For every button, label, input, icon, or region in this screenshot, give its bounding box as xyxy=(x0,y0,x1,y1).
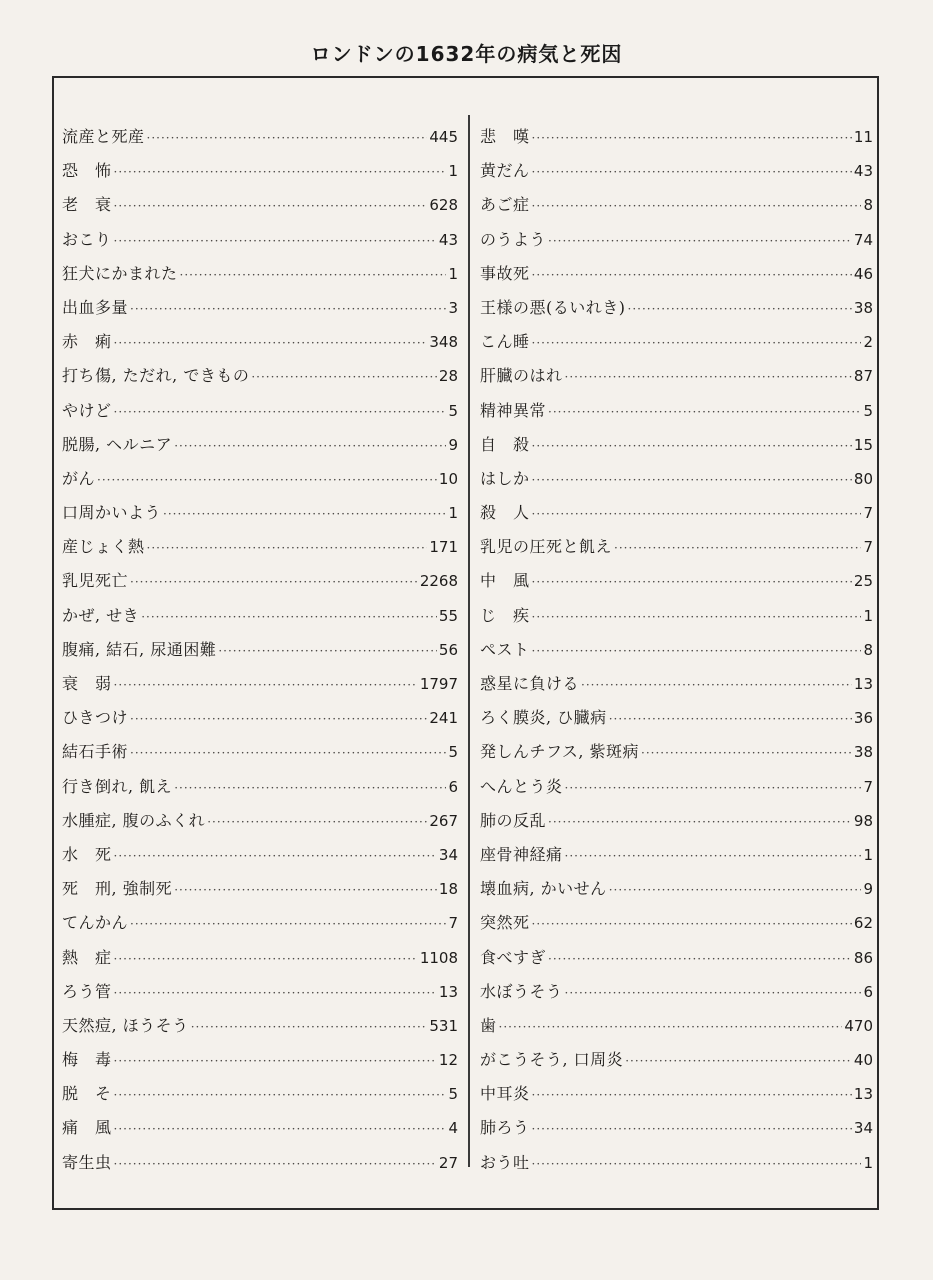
list-item xyxy=(62,530,458,564)
cause-label: ひきつけ xyxy=(62,708,129,728)
leader-dots xyxy=(114,224,437,258)
leader-dots xyxy=(141,600,437,634)
leader-dots xyxy=(130,292,446,326)
death-count: 6 xyxy=(863,982,873,1001)
list-item xyxy=(480,1009,873,1043)
death-count: 9 xyxy=(448,435,458,454)
leader-dots xyxy=(499,1010,843,1044)
cause-label: かぜ, せき xyxy=(62,605,140,625)
death-count: 1 xyxy=(448,162,458,181)
death-count: 25 xyxy=(853,572,873,591)
cause-label: おこり xyxy=(62,229,112,249)
cause-label: 熱 症 xyxy=(62,947,112,967)
death-count: 80 xyxy=(853,469,873,488)
leader-dots xyxy=(548,224,852,258)
death-count: 267 xyxy=(429,811,458,830)
cause-label: やけど xyxy=(62,400,112,420)
leader-dots xyxy=(114,1044,437,1078)
death-count: 7 xyxy=(863,777,873,796)
death-count: 62 xyxy=(853,914,873,933)
list-item xyxy=(480,1077,873,1111)
right-column xyxy=(480,120,873,1180)
leader-dots xyxy=(532,326,862,360)
death-count: 46 xyxy=(853,264,873,283)
leader-dots xyxy=(532,463,852,497)
list-item xyxy=(62,188,458,222)
death-count: 43 xyxy=(438,230,458,249)
leader-dots xyxy=(114,976,437,1010)
list-item xyxy=(480,359,873,393)
cause-label: 黄だん xyxy=(480,161,530,181)
death-count: 12 xyxy=(438,1051,458,1070)
list-item xyxy=(480,770,873,804)
death-count: 6 xyxy=(448,777,458,796)
death-count: 1108 xyxy=(419,948,458,967)
list-item xyxy=(480,941,873,975)
leader-dots xyxy=(532,429,852,463)
cause-label: 肝臓のはれ xyxy=(480,366,563,386)
cause-label: 突然死 xyxy=(480,913,530,933)
leader-dots xyxy=(641,736,852,770)
list-item xyxy=(62,941,458,975)
cause-label: 打ち傷, ただれ, できもの xyxy=(62,366,250,386)
leader-dots xyxy=(114,668,418,702)
list-item xyxy=(62,735,458,769)
cause-label: 水 死 xyxy=(62,844,112,864)
leader-dots xyxy=(174,873,437,907)
cause-label: じ 疾 xyxy=(480,605,530,625)
list-item xyxy=(62,1043,458,1077)
leader-dots xyxy=(114,395,447,429)
cause-label: 中 風 xyxy=(480,571,530,591)
cause-label: はしか xyxy=(480,468,530,488)
leader-dots xyxy=(565,839,862,873)
cause-label: 老 衰 xyxy=(62,195,112,215)
death-count: 11 xyxy=(853,128,873,146)
death-count: 5 xyxy=(448,401,458,420)
cause-label: 乳児の圧死と飢え xyxy=(480,537,613,557)
list-item xyxy=(62,667,458,701)
leader-dots xyxy=(114,155,447,189)
leader-dots xyxy=(130,907,446,941)
list-item xyxy=(62,633,458,667)
list-item xyxy=(480,120,873,154)
death-count: 38 xyxy=(853,743,873,762)
leader-dots xyxy=(532,600,862,634)
cause-label: 寄生虫 xyxy=(62,1152,112,1172)
death-count: 2 xyxy=(863,333,873,352)
cause-label: 座骨神経痛 xyxy=(480,844,563,864)
cause-label: 口周かいよう xyxy=(62,503,162,523)
list-item xyxy=(480,633,873,667)
leader-dots xyxy=(532,565,852,599)
list-item xyxy=(480,428,873,462)
column-divider xyxy=(468,115,470,1167)
death-count: 8 xyxy=(863,640,873,659)
list-item xyxy=(62,462,458,496)
list-item xyxy=(480,701,873,735)
death-count: 1 xyxy=(863,845,873,864)
death-count: 1 xyxy=(863,1153,873,1172)
list-item xyxy=(480,838,873,872)
list-item xyxy=(62,359,458,393)
death-count: 470 xyxy=(844,1016,873,1035)
leader-dots xyxy=(548,942,852,976)
death-count: 74 xyxy=(853,230,873,249)
leader-dots xyxy=(147,531,428,565)
leader-dots xyxy=(609,873,862,907)
death-count: 531 xyxy=(429,1016,458,1035)
list-item xyxy=(480,223,873,257)
cause-label: 乳児死亡 xyxy=(62,571,129,591)
leader-dots xyxy=(565,360,852,394)
cause-label: 水腫症, 腹のふくれ xyxy=(62,810,206,830)
cause-label: 悲 嘆 xyxy=(480,127,530,146)
cause-label: 脱腸, ヘルニア xyxy=(62,434,173,454)
death-count: 5 xyxy=(863,401,873,420)
death-count: 1 xyxy=(448,504,458,523)
leader-dots xyxy=(114,1147,437,1181)
list-item xyxy=(480,1111,873,1145)
death-count: 13 xyxy=(853,675,873,693)
death-count: 27 xyxy=(438,1153,458,1172)
death-count: 445 xyxy=(429,128,458,146)
death-count: 7 xyxy=(863,538,873,557)
death-count: 40 xyxy=(853,1051,873,1070)
list-item xyxy=(480,325,873,359)
cause-label: おう吐 xyxy=(480,1152,530,1172)
leader-dots xyxy=(218,634,437,668)
list-item xyxy=(480,1043,873,1077)
cause-label: ろう管 xyxy=(62,981,112,1001)
leader-dots xyxy=(97,463,437,497)
cause-label: 梅 毒 xyxy=(62,1050,112,1070)
list-item xyxy=(62,906,458,940)
list-item xyxy=(62,1077,458,1111)
leader-dots xyxy=(609,702,852,736)
list-item xyxy=(62,120,458,154)
cause-label: 王様の悪(るいれき) xyxy=(480,297,626,317)
leader-dots xyxy=(251,360,437,394)
death-count: 13 xyxy=(853,1085,873,1104)
death-count: 18 xyxy=(438,880,458,899)
list-item xyxy=(62,257,458,291)
cause-label: 結石手術 xyxy=(62,742,129,762)
death-count: 171 xyxy=(429,538,458,557)
leader-dots xyxy=(532,634,862,668)
leader-dots xyxy=(130,565,418,599)
death-count: 4 xyxy=(448,1119,458,1138)
list-item xyxy=(480,188,873,222)
death-count: 2268 xyxy=(419,572,458,591)
list-item xyxy=(62,223,458,257)
cause-label: 中耳炎 xyxy=(480,1084,530,1104)
death-count: 5 xyxy=(448,743,458,762)
leader-dots xyxy=(625,1044,852,1078)
cause-label: あご症 xyxy=(480,195,530,215)
leader-dots xyxy=(532,189,862,223)
leader-dots xyxy=(532,1112,852,1146)
list-item xyxy=(480,872,873,906)
cause-label: ろく膜炎, ひ臓病 xyxy=(480,708,607,728)
leader-dots xyxy=(114,1078,447,1112)
leader-dots xyxy=(532,258,852,292)
leader-dots xyxy=(114,189,428,223)
death-count: 28 xyxy=(438,367,458,386)
list-item xyxy=(480,906,873,940)
death-count: 8 xyxy=(863,196,873,215)
list-item xyxy=(62,1146,458,1180)
leader-dots xyxy=(565,976,862,1010)
list-item xyxy=(480,530,873,564)
cause-label: 肺ろう xyxy=(480,1118,530,1138)
cause-label: がん xyxy=(62,468,96,488)
death-count: 9 xyxy=(863,880,873,899)
leader-dots xyxy=(114,839,437,873)
death-count: 86 xyxy=(853,948,873,967)
page-title: ロンドンの1632年の病気と死因 xyxy=(310,42,623,66)
cause-label: 天然痘, ほうそう xyxy=(62,1015,189,1035)
death-count: 43 xyxy=(853,162,873,181)
list-item xyxy=(62,564,458,598)
list-item xyxy=(62,838,458,872)
list-item xyxy=(62,428,458,462)
cause-label: こん睡 xyxy=(480,332,530,352)
death-count: 98 xyxy=(853,811,873,830)
death-count: 5 xyxy=(448,1085,458,1104)
death-count: 38 xyxy=(853,298,873,317)
leader-dots xyxy=(207,805,427,839)
list-item xyxy=(480,667,873,701)
leader-dots xyxy=(174,429,446,463)
leader-dots xyxy=(130,736,446,770)
list-item xyxy=(62,872,458,906)
cause-label: 惑星に負ける xyxy=(480,674,580,693)
cause-label: 衰 弱 xyxy=(62,674,112,693)
list-item xyxy=(480,1146,873,1180)
leader-dots xyxy=(548,805,852,839)
list-item xyxy=(62,770,458,804)
leader-dots xyxy=(532,1147,862,1181)
cause-label: 痛 風 xyxy=(62,1118,112,1138)
list-item xyxy=(62,496,458,530)
cause-label: 赤 痢 xyxy=(62,332,112,352)
leader-dots xyxy=(614,531,861,565)
list-item xyxy=(62,291,458,325)
cause-label: 事故死 xyxy=(480,263,530,283)
list-item xyxy=(62,394,458,428)
cause-label: へんとう炎 xyxy=(480,776,563,796)
leader-dots xyxy=(628,292,852,326)
cause-label: 脱 そ xyxy=(62,1084,112,1104)
list-item xyxy=(480,804,873,838)
cause-label: 自 殺 xyxy=(480,434,530,454)
list-item xyxy=(62,599,458,633)
leader-dots xyxy=(581,668,852,702)
cause-label: 肺の反乱 xyxy=(480,810,547,830)
leader-dots xyxy=(147,121,428,155)
leader-dots xyxy=(532,497,862,531)
leader-dots xyxy=(532,121,852,155)
cause-label: 死 刑, 強制死 xyxy=(62,879,173,899)
death-count: 241 xyxy=(429,709,458,728)
cause-label: 発しんチフス, 紫斑病 xyxy=(480,742,640,762)
death-count: 628 xyxy=(429,196,458,215)
death-count: 34 xyxy=(853,1119,873,1138)
cause-label: 恐 怖 xyxy=(62,161,112,181)
cause-label: のうよう xyxy=(480,229,547,249)
death-count: 56 xyxy=(438,640,458,659)
death-count: 7 xyxy=(863,504,873,523)
cause-label: 出血多量 xyxy=(62,297,129,317)
death-count: 15 xyxy=(853,435,873,454)
list-item xyxy=(480,257,873,291)
list-item xyxy=(62,975,458,1009)
list-item xyxy=(480,735,873,769)
death-count: 7 xyxy=(448,914,458,933)
leader-dots xyxy=(565,771,862,805)
cause-label: 腹痛, 結石, 尿通困難 xyxy=(62,639,217,659)
death-count: 87 xyxy=(853,367,873,386)
cause-label: ペスト xyxy=(480,639,530,659)
list-item xyxy=(62,701,458,735)
leader-dots xyxy=(114,326,428,360)
list-item xyxy=(62,154,458,188)
leader-dots xyxy=(180,258,447,292)
death-count: 13 xyxy=(438,982,458,1001)
death-count: 3 xyxy=(448,298,458,317)
cause-label: 精神異常 xyxy=(480,400,547,420)
death-count: 34 xyxy=(438,845,458,864)
list-item xyxy=(480,154,873,188)
list-item xyxy=(62,325,458,359)
death-count: 1 xyxy=(448,264,458,283)
leader-dots xyxy=(548,395,861,429)
death-count: 1 xyxy=(863,606,873,625)
cause-label: 産じょく熱 xyxy=(62,537,145,557)
leader-dots xyxy=(114,942,418,976)
death-count: 348 xyxy=(429,333,458,352)
death-count: 36 xyxy=(853,709,873,728)
cause-label: がこうそう, 口周炎 xyxy=(480,1050,624,1070)
list-item xyxy=(480,462,873,496)
leader-dots xyxy=(130,702,427,736)
cause-label: 流産と死産 xyxy=(62,127,145,146)
cause-label: 狂犬にかまれた xyxy=(62,263,178,283)
cause-label: 食べすぎ xyxy=(480,947,547,967)
cause-label: 壊血病, かいせん xyxy=(480,879,607,899)
leader-dots xyxy=(532,155,852,189)
list-item xyxy=(480,975,873,1009)
cause-label: 歯 xyxy=(480,1015,497,1035)
list-item xyxy=(62,804,458,838)
left-column xyxy=(62,120,458,1180)
cause-label: 殺 人 xyxy=(480,503,530,523)
leader-dots xyxy=(174,771,446,805)
list-item xyxy=(480,496,873,530)
list-item xyxy=(480,291,873,325)
list-item xyxy=(62,1009,458,1043)
list-item xyxy=(480,394,873,428)
death-count: 10 xyxy=(438,469,458,488)
leader-dots xyxy=(163,497,446,531)
cause-label: 行き倒れ, 飢え xyxy=(62,776,173,796)
death-count: 1797 xyxy=(419,675,458,693)
leader-dots xyxy=(191,1010,428,1044)
list-item xyxy=(62,1111,458,1145)
death-count: 55 xyxy=(438,606,458,625)
leader-dots xyxy=(532,907,852,941)
cause-label: てんかん xyxy=(62,913,129,933)
leader-dots xyxy=(114,1112,447,1146)
list-item xyxy=(480,599,873,633)
cause-label: 水ぼうそう xyxy=(480,981,563,1001)
leader-dots xyxy=(532,1078,852,1112)
list-item xyxy=(480,564,873,598)
